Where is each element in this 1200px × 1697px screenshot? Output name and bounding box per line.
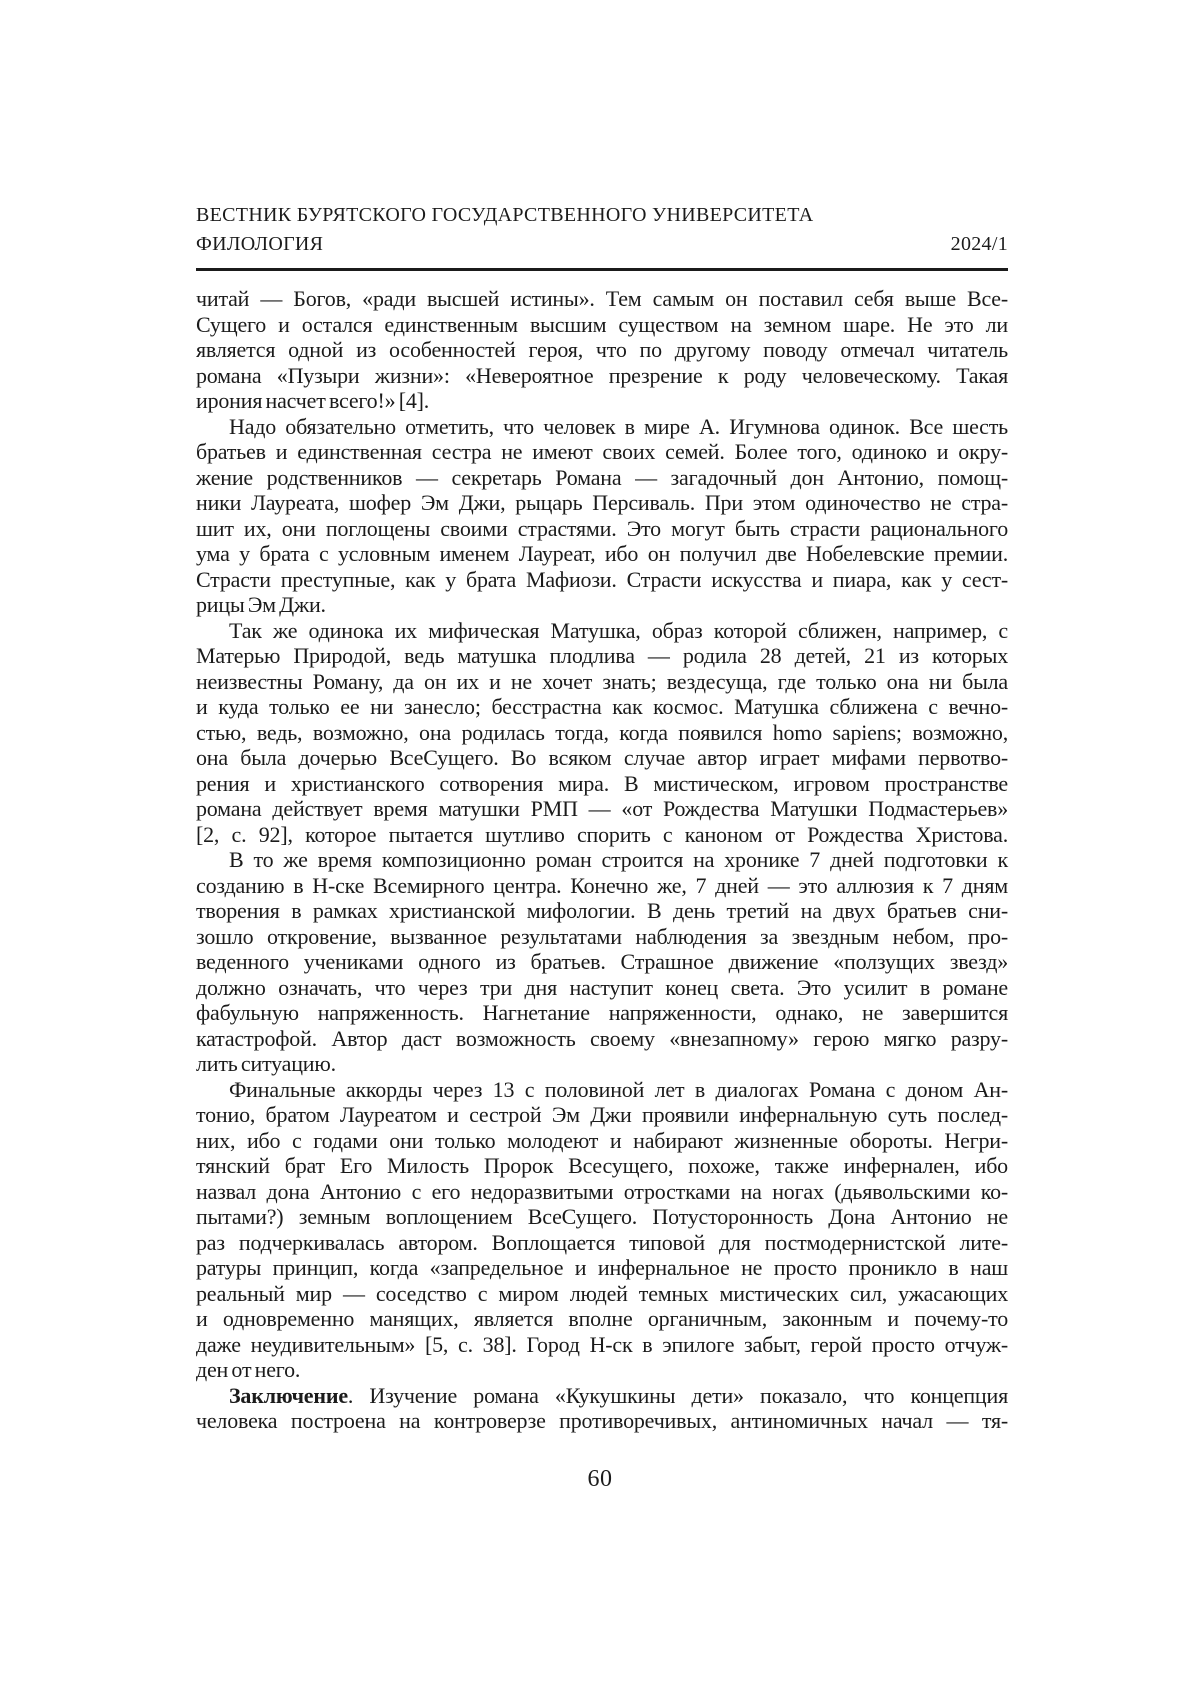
text-line: ден от него.: [196, 1357, 301, 1382]
text-line: Страсти преступные, как у брата Мафиози. Страсти искусства и пиара, как у сест-: [196, 566, 1008, 592]
journal-title: ВЕСТНИК БУРЯТСКОГО ГОСУДАРСТВЕННОГО УНИВЕРСИТЕТА: [196, 204, 814, 226]
text-line: созданию в Н-ске Всемирного центра. Конечно же, 7 дней — это аллюзия к 7 дням: [196, 872, 1008, 898]
text-line: Так же одинока их мифическая Матушка, образ которой сближен, например, с: [229, 617, 1008, 643]
text-line: зошло откровение, вызванное результатами наблюдения за звездным небом, про-: [196, 923, 1008, 949]
text-line: ратуры принцип, когда «запредельное и инфернальное не просто проникло в наш: [196, 1255, 1008, 1280]
text-line: жение родственников — секретарь Романа — загадочный дон Антонио, помощ-: [196, 464, 1008, 490]
text-line: пытами?) земным воплощением ВсеСущего. Потусторонность Дона Антонио не: [196, 1204, 1008, 1229]
issue-number: 2024/1: [950, 233, 1008, 255]
text-line: Надо обязательно отметить, что человек в мире А. Игумнова одинок. Все шесть: [229, 413, 1008, 439]
paragraph: [196, 847, 1008, 1077]
text-line: тянский брат Его Милость Пророк Всесущего, похоже, также инфернален, ибо: [196, 1153, 1008, 1178]
page-number: 60: [587, 1466, 613, 1492]
text-line: катастрофой. Автор даст возможность своему «внезапному» герою мягко разру-: [196, 1025, 1008, 1051]
text-line: В то же время композиционно роман строится на хронике 7 дней подготовки к: [229, 847, 1008, 872]
text-line: романа «Пузыри жизни»: «Невероятное презрение к роду человеческому. Такая: [196, 362, 1008, 388]
content-column: [196, 201, 1008, 1434]
text-line: и куда только ее ни занесло; бесстрастна как космос. Матушка сближена с вечно-: [196, 694, 1008, 719]
text-line: неизвестны Роману, да он их и не хочет знать; вездесуща, где только она ни была: [196, 668, 1008, 694]
text-line: шит их, они поглощены своими страстями. Это могут быть страсти рационального: [196, 515, 1008, 541]
text-line: Заключение. Изучение романа «Кукушкины дети» показало, что концепция: [229, 1382, 1008, 1408]
paragraph: [196, 1077, 1008, 1383]
text-line: она была дочерью ВсеСущего. Во всяком случае автор играет мифами первотво-: [196, 745, 1008, 770]
paragraph: [196, 414, 1008, 618]
text-line: человека построена на контроверзе противоречивых, антиномичных начал — тя-: [196, 1408, 1008, 1433]
text-line: веденного учениками одного из братьев. Страшное движение «ползущих звезд»: [196, 949, 1008, 974]
text-line: даже неудивительным» [5, с. 38]. Город Н-ск в эпилоге забыт, герой просто отчуж-: [196, 1331, 1008, 1357]
page-header: [196, 201, 1008, 259]
text-line: них, ибо с годами они только молодеют и набирают жизненные обороты. Негри-: [196, 1127, 1008, 1153]
header-second-row: [196, 230, 1008, 259]
bold-lead: Заключение: [229, 1382, 348, 1408]
text-line: Сущего и остался единственным высшим существом на земном шаре. Не это ли: [196, 311, 1008, 337]
text-line: [2, с. 92], которое пытается шутливо спорить с каноном от Рождества Христова.: [196, 821, 1008, 847]
text-line: должно означать, что через три дня наступит конец света. Это усилит в романе: [196, 974, 1008, 1000]
text-line: назвал дона Антонио с его недоразвитыми отростками на ногах (дьявольскими ко-: [196, 1178, 1008, 1204]
article-body: [196, 286, 1008, 1434]
text-line: Финальные аккорды через 13 с половиной лет в диалогах Романа с доном Ан-: [229, 1076, 1008, 1102]
text-line: читай — Богов, «ради высшей истины». Тем самым он поставил себя выше Все-: [196, 286, 1008, 311]
text-line: и одновременно манящих, является вполне органичным, законным и почему-то: [196, 1306, 1008, 1331]
text-line: ирония насчет всего!» [4].: [196, 388, 430, 413]
text-line: является одной из особенностей героя, что по другому поводу отмечал читатель: [196, 337, 1008, 362]
text-line: лить ситуацию.: [196, 1051, 336, 1076]
paragraph: [196, 618, 1008, 848]
header-divider-rule: [196, 268, 1008, 271]
text-line: творения в рамках христианской мифологии. В день третий на двух братьев сни-: [196, 898, 1008, 923]
text-line: ники Лауреата, шофер Эм Джи, рыцарь Персиваль. При этом одиночество не стра-: [196, 490, 1008, 515]
text-line: братьев и единственная сестра не имеют своих семей. Более того, одиноко и окру-: [196, 439, 1008, 464]
section-title: ФИЛОЛОГИЯ: [196, 233, 324, 255]
text-line: романа действует время матушки РМП — «от Рождества Матушки Подмастерьев»: [196, 796, 1008, 821]
text-line: рения и христианского сотворения мира. В мистическом, игровом пространстве: [196, 770, 1008, 796]
text-line: фабульную напряженность. Нагнетание напряженности, однако, не завершится: [196, 1000, 1008, 1025]
text-line: раз подчеркивалась автором. Воплощается типовой для постмодернистской лите-: [196, 1229, 1008, 1255]
text-line: ума у брата с условным именем Лауреат, ибо он получил две Нобелевские премии.: [196, 541, 1008, 566]
text-line: Матерью Природой, ведь матушка плодлива — родила 28 детей, 21 из которых: [196, 643, 1008, 668]
text-line: рицы Эм Джи.: [196, 592, 326, 617]
text-line: тонио, братом Лауреатом и сестрой Эм Джи проявили инфернальную суть послед-: [196, 1102, 1008, 1127]
text-line: реальный мир — соседство с миром людей темных мистических сил, ужасающих: [196, 1280, 1008, 1306]
paragraph: [196, 1383, 1008, 1434]
text-line: стью, ведь, возможно, она родилась тогда, когда появился homo sapiens; возможно,: [196, 719, 1008, 745]
paragraph: [196, 286, 1008, 414]
